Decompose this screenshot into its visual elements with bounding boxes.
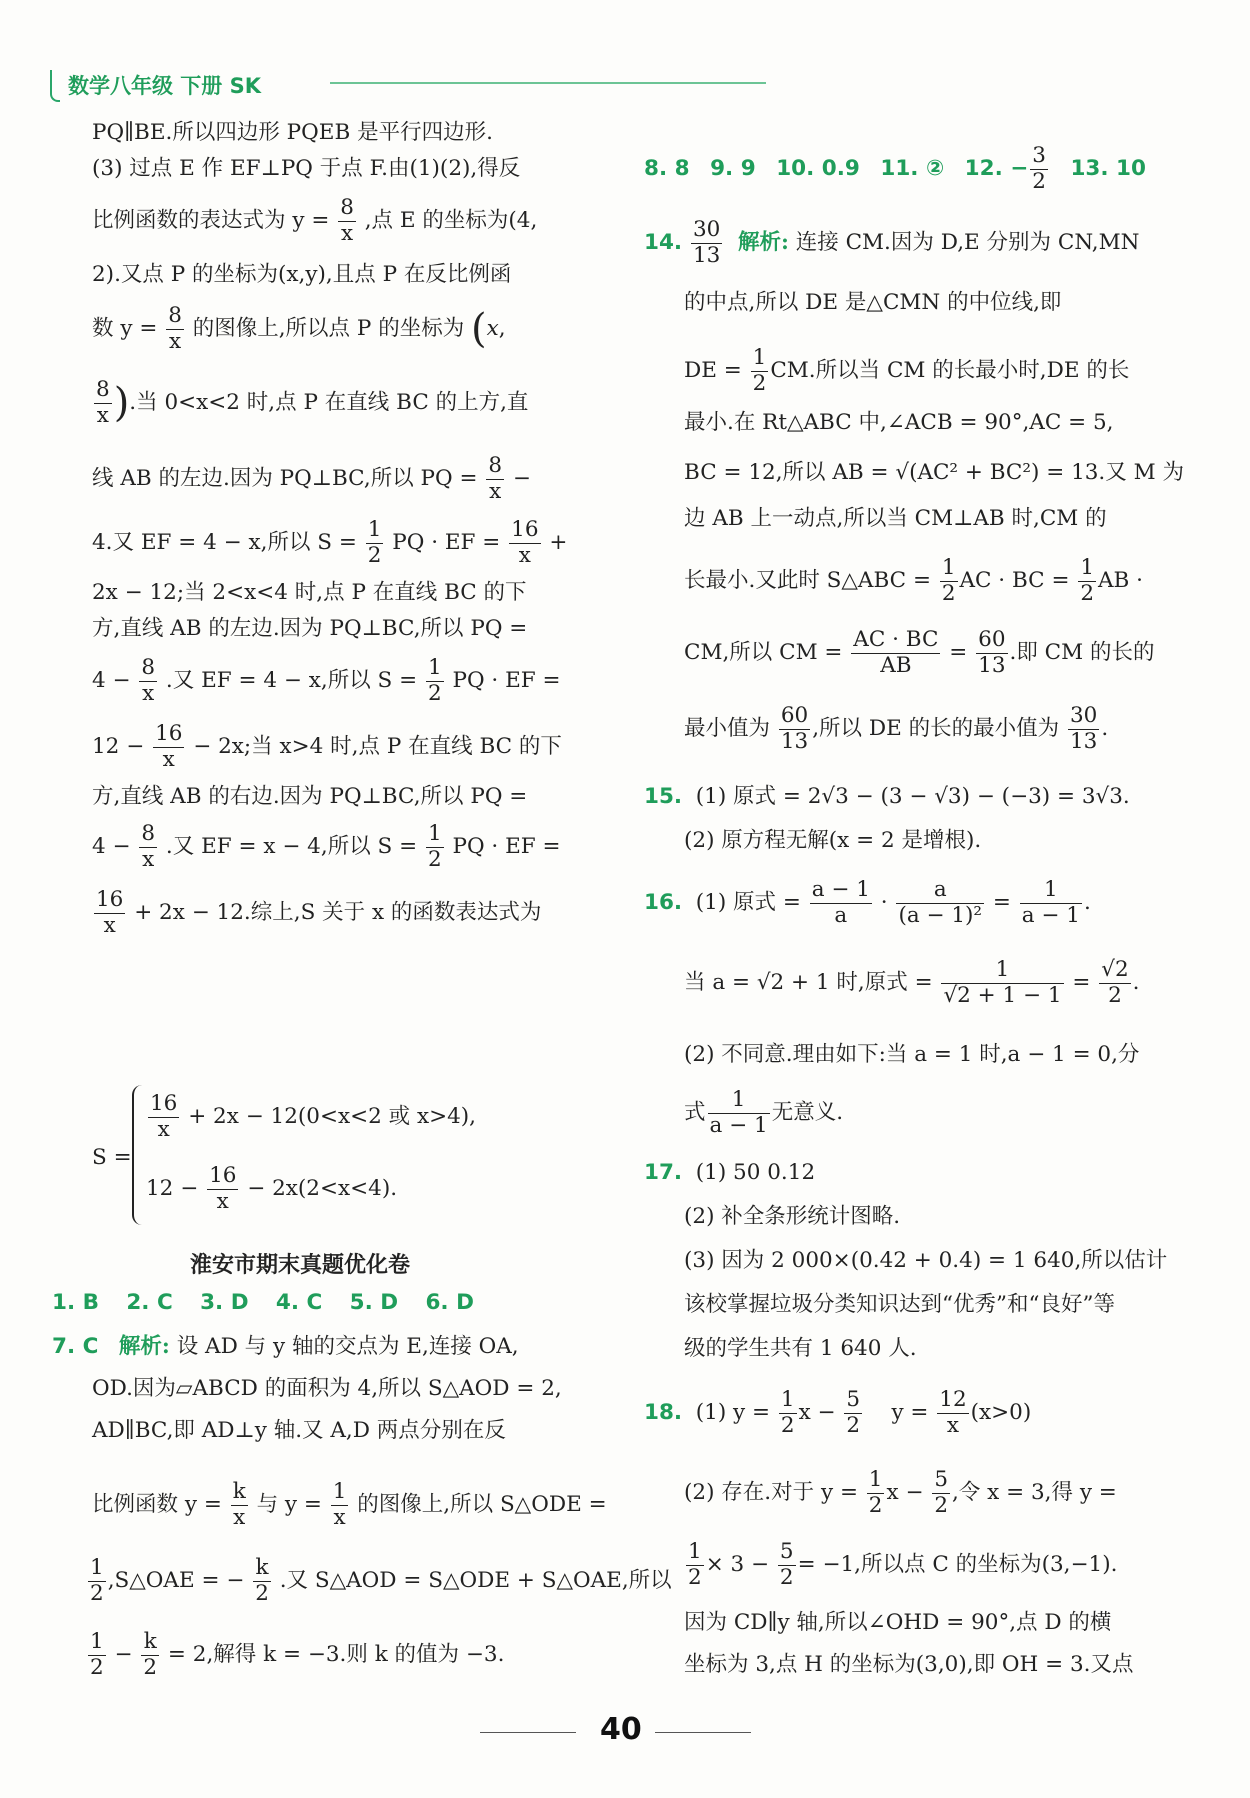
denominator: x [489, 478, 502, 504]
footer-rule [655, 1732, 751, 1733]
numerator: 8 [96, 377, 110, 402]
answer: 6. D [425, 1290, 474, 1315]
page-number: 40 [600, 1712, 642, 1747]
text-seg: .又 EF = 4 − x,所以 S = [165, 668, 418, 694]
text-seg: (1) y = [695, 1400, 771, 1426]
numerator: 1 [427, 821, 442, 846]
numerator: 1 [941, 555, 956, 580]
text-line [684, 704, 1108, 754]
numerator: 1 [780, 1387, 795, 1412]
text-seg: . [1132, 970, 1140, 996]
header-rule [330, 82, 766, 84]
numerator: 30 [692, 217, 721, 242]
fraction [691, 218, 722, 268]
numerator: 1 [90, 1555, 104, 1580]
question-number: 18. [644, 1400, 683, 1426]
numerator: 1 [332, 1479, 347, 1504]
denominator: x [233, 1504, 246, 1530]
fraction [148, 1092, 179, 1142]
text-seg: PQ · EF = [452, 668, 561, 694]
numerator: 1 [1020, 878, 1082, 904]
denominator: 2 [779, 1564, 794, 1590]
numerator: 1 [708, 1088, 770, 1114]
fraction [231, 1480, 248, 1530]
fraction [338, 196, 356, 246]
fraction [779, 704, 810, 754]
fraction [1078, 556, 1096, 606]
text-seg: .又 EF = x − 4,所以 S = [165, 834, 418, 860]
text-line: 2x − 12;当 2<x<4 时,点 P 在直线 BC 的下 [92, 580, 527, 605]
numerator: 1 [1080, 555, 1095, 580]
text-seg: + [549, 530, 568, 556]
text-seg: + 2x − 12(0<x<2 或 x>4), [188, 1104, 477, 1130]
text-seg: (1) 原式 = [695, 890, 801, 916]
question-number: 15. [644, 784, 683, 809]
text-line [644, 878, 1091, 928]
text-line [92, 196, 537, 246]
denominator: 2 [1032, 168, 1046, 194]
text-line: (2) 原方程无解(x = 2 是增根). [684, 828, 982, 853]
fraction [94, 378, 112, 428]
numerator: 16 [511, 517, 539, 542]
text-seg: 式 [684, 1100, 706, 1126]
text-seg: = 2,解得 k = −3.则 k 的值为 −3. [167, 1642, 505, 1668]
fraction [751, 346, 769, 396]
text-line [684, 628, 1154, 678]
text-line [684, 346, 1129, 396]
text-seg: .又 S△AOD = S△ODE + S△OAE,所以 [279, 1568, 672, 1594]
text-seg: 无意义. [771, 1100, 844, 1126]
text-seg: = [949, 640, 968, 666]
numerator: 1 [367, 517, 382, 542]
text-seg: PQ · EF = [452, 834, 561, 860]
fraction [139, 656, 157, 706]
denominator: x [216, 1188, 229, 1214]
answer: 4. C [275, 1290, 323, 1315]
text-seg: (1) 原式 = 2√3 − (3 − √3) − (−3) = 3√3. [695, 784, 1130, 809]
text-seg: = −1,所以点 C 的坐标为(3,−1). [797, 1552, 1118, 1578]
denominator: x [103, 912, 116, 938]
text-seg: 设 AD 与 y 轴的交点为 E,连接 OA, [176, 1334, 519, 1359]
text-seg: . [1101, 716, 1109, 742]
piecewise-s: S = [92, 1145, 132, 1170]
answer: 11. ② [880, 156, 945, 182]
denominator: 2 [255, 1580, 269, 1606]
question-number: 14. [644, 230, 683, 256]
denominator: 2 [1080, 580, 1095, 606]
numerator: √2 [1101, 957, 1129, 982]
fraction [331, 1480, 349, 1530]
denominator: a − 1 [1021, 902, 1080, 928]
answer: 8. 8 [644, 156, 690, 182]
text-seg: x − [886, 1480, 924, 1506]
denominator: x [96, 402, 109, 428]
question-number: 17. [644, 1160, 683, 1185]
fraction [253, 1556, 271, 1606]
text-seg: − [512, 466, 531, 492]
denominator: 2 [90, 1580, 104, 1606]
text-seg: 的图像上,所以点 P 的坐标为 [192, 316, 465, 342]
text-line [92, 822, 561, 872]
text-line: (2) 不同意.理由如下:当 a = 1 时,a − 1 = 0,分 [684, 1042, 1140, 1067]
fraction [844, 1388, 862, 1438]
text-seg: 比例函数 y = [92, 1492, 222, 1518]
denominator: a [834, 902, 848, 928]
answer: 1. B [52, 1290, 99, 1315]
text-seg: 12 − [146, 1176, 199, 1202]
numerator: 8 [141, 821, 156, 846]
text-line: 方,直线 AB 的左边.因为 PQ⊥BC,所以 PQ = [92, 616, 528, 641]
denominator: x [946, 1412, 960, 1438]
text-seg: 线 AB 的左边.因为 PQ⊥BC,所以 PQ = [92, 466, 478, 492]
text-seg: · [880, 890, 888, 916]
fraction [139, 822, 157, 872]
text-seg: (x>0) [970, 1400, 1032, 1426]
denominator: 2 [427, 846, 442, 872]
text-seg: 连接 CM.因为 D,E 分别为 CN,MN [795, 230, 1140, 256]
fraction [1020, 878, 1082, 928]
text-line [86, 1630, 504, 1680]
text-line [92, 518, 567, 568]
header-title: 数学八年级 下册 SK [68, 74, 262, 98]
numerator: AC · BC [853, 627, 939, 652]
text-seg: 12 − [92, 734, 145, 760]
fraction [486, 454, 504, 504]
text-seg: 当 a = √2 + 1 时,原式 = [684, 970, 933, 996]
numerator: a [896, 878, 984, 904]
text-line: 该校掌握垃圾分类知识达到“优秀”和“良好”等 [684, 1292, 1115, 1317]
denominator: 13 [978, 652, 1006, 678]
text-seg: 的图像上,所以 S△ODE = [357, 1492, 607, 1518]
text-line: PQ∥BE.所以四边形 PQEB 是平行四边形. [92, 120, 493, 145]
numerator: k [141, 1630, 159, 1656]
fraction [94, 888, 125, 938]
fraction [153, 722, 184, 772]
fraction [896, 878, 984, 928]
answer: 12. − [964, 156, 1029, 182]
text-line [644, 1388, 1031, 1438]
denominator: x [162, 746, 175, 772]
text-line [684, 1088, 843, 1138]
text-line: 最小.在 Rt△ABC 中,∠ACB = 90°,AC = 5, [684, 410, 1114, 435]
text-line: AD∥BC,即 AD⊥y 轴.又 A,D 两点分别在反 [92, 1418, 506, 1443]
denominator: 2 [367, 542, 382, 568]
denominator: 2 [1108, 982, 1122, 1008]
numerator: 8 [168, 303, 182, 328]
question-number: 7. C [52, 1334, 99, 1359]
answer: 2. C [126, 1290, 173, 1315]
close-paren: ) [113, 380, 130, 427]
denominator: 2 [143, 1654, 158, 1680]
text-seg: 数 y = [92, 316, 158, 342]
text-line: 2).又点 P 的坐标为(x,y),且点 P 在反比例函 [92, 262, 512, 287]
footer-rule [480, 1732, 576, 1733]
text-line: (3) 因为 2 000×(0.42 + 0.4) = 1 640,所以估计 [684, 1248, 1168, 1273]
text-line [92, 656, 561, 706]
text-seg: 4 − [92, 834, 131, 860]
analysis-label: 解析: [737, 230, 789, 256]
text-seg: − [114, 1642, 133, 1668]
text-line [684, 958, 1140, 1008]
text-line: 数 y = $\frac{8}{x}$ 的图像上,所以点 P 的坐标为 (x, [92, 303, 506, 354]
text-line [644, 1162, 815, 1184]
fraction [976, 628, 1007, 678]
text-seg: ,所以 DE 的长的最小值为 [812, 716, 1060, 742]
text-seg: 与 y = [256, 1492, 322, 1518]
text-seg: y = [891, 1400, 929, 1426]
numerator: 60 [978, 627, 1006, 652]
numerator: 60 [780, 703, 809, 728]
denominator: x [333, 1504, 346, 1530]
text-seg: AB · [1098, 568, 1144, 594]
denominator: x [168, 328, 182, 354]
text-line [684, 1468, 1117, 1518]
text-seg: − 2x(2<x<4). [247, 1176, 398, 1202]
text-seg: = [992, 890, 1011, 916]
text-seg: ,点 E 的坐标为(4, [364, 208, 538, 234]
denominator: 2 [846, 1412, 861, 1438]
numerator: 12 [939, 1387, 967, 1412]
numerator: k [232, 1479, 246, 1504]
text-line [684, 1540, 1117, 1590]
answer: 10. 0.9 [776, 156, 860, 182]
denominator: x [142, 846, 155, 872]
text-seg: DE = [684, 358, 742, 384]
fraction [88, 1556, 106, 1606]
open-paren: ( [471, 306, 487, 353]
numerator: 1 [941, 958, 1063, 984]
numerator: 5 [934, 1467, 948, 1492]
text-line: (2) 补全条形统计图略. [684, 1204, 901, 1229]
text-line: 级的学生共有 1 640 人. [684, 1336, 917, 1361]
text-seg: AC · BC = [959, 568, 1070, 594]
text-seg: CM,所以 CM = [684, 640, 843, 666]
fraction [937, 1388, 968, 1438]
text-line: (3) 过点 E 作 EF⊥PQ 于点 F.由(1)(2),得反 [92, 156, 521, 181]
fraction [426, 822, 444, 872]
answer: 13. 10 [1070, 156, 1146, 182]
text-line [86, 1556, 672, 1606]
denominator: 2 [688, 1564, 702, 1590]
page-footer [0, 1712, 1250, 1752]
numerator: 5 [846, 1387, 861, 1412]
text-seg: .当 0<x<2 时,点 P 在直线 BC 的上方,直 [129, 390, 529, 416]
denominator: 2 [934, 1492, 948, 1518]
text-seg: 4.又 EF = 4 − x,所以 S = [92, 530, 357, 556]
fraction [88, 1630, 106, 1680]
fraction [1068, 704, 1099, 754]
denominator: x [518, 542, 531, 568]
analysis-label: 解析: [118, 1334, 170, 1359]
numerator: 5 [779, 1539, 794, 1564]
denominator: 13 [780, 728, 809, 754]
piecewise-brace [132, 1085, 144, 1225]
numerator: 16 [209, 1163, 237, 1188]
text-seg: CM.所以当 CM 的长最小时,DE 的长 [770, 358, 1130, 384]
text-seg: ,令 x = 3,得 y = [952, 1480, 1117, 1506]
denominator: x [142, 680, 155, 706]
fraction [867, 1468, 885, 1518]
fraction [166, 304, 184, 354]
answer: 3. D [200, 1290, 249, 1315]
text-line [644, 218, 1139, 268]
numerator: 1 [427, 655, 442, 680]
numerator: 16 [150, 1091, 178, 1116]
numerator: 1 [90, 1629, 104, 1654]
denominator: 2 [752, 370, 767, 396]
text-line: 坐标为 3,点 H 的坐标为(3,0),即 OH = 3.又点 [684, 1652, 1134, 1677]
text-seg: .即 CM 的长的 [1009, 640, 1155, 666]
denominator: a − 1 [709, 1112, 768, 1138]
fraction [779, 1388, 797, 1438]
numerator: 3 [1032, 143, 1046, 168]
numerator: 1 [688, 1539, 702, 1564]
denominator: AB [880, 652, 912, 678]
numerator: 8 [340, 195, 354, 220]
text-seg: × 3 − [705, 1552, 770, 1578]
denominator: √2 + 1 − 1 [943, 982, 1062, 1008]
text-line: 的中点,所以 DE 是△CMN 的中位线,即 [684, 290, 1062, 315]
text-seg: PQ · EF = [392, 530, 501, 556]
denominator: 2 [427, 680, 442, 706]
fraction [778, 1540, 796, 1590]
text-line: OD.因为▱ABCD 的面积为 4,所以 S△AOD = 2, [92, 1376, 562, 1401]
piecewise-case-1 [146, 1092, 476, 1142]
fraction [1099, 958, 1130, 1008]
text-seg: x − [798, 1400, 836, 1426]
text-seg: ,S△OAE = − [107, 1568, 245, 1594]
header-bracket-icon [50, 70, 60, 102]
answer-row [644, 144, 1146, 194]
text-line [644, 786, 1130, 808]
fraction [941, 958, 1063, 1008]
fraction [810, 878, 872, 928]
fraction [940, 556, 958, 606]
denominator: 13 [1070, 728, 1098, 754]
text-seg: . [1083, 890, 1091, 916]
text-line [684, 556, 1143, 606]
answer: 5. D [349, 1290, 399, 1315]
denominator: (a − 1)² [898, 902, 983, 928]
text-seg: 最小值为 [684, 716, 771, 742]
fraction [1030, 144, 1048, 194]
text-seg: 比例函数的表达式为 y = [92, 208, 330, 234]
text-seg: 长最小.又此时 S△ABC = [684, 568, 931, 594]
numerator: 8 [141, 655, 156, 680]
text-seg: 4 − [92, 668, 131, 694]
denominator: 13 [692, 242, 721, 268]
fraction [141, 1630, 159, 1680]
numerator: 1 [868, 1467, 883, 1492]
denominator: x [340, 220, 354, 246]
fraction [207, 1164, 238, 1214]
fraction [509, 518, 540, 568]
text-seg: = [1072, 970, 1091, 996]
text-seg: − 2x;当 x>4 时,点 P 在直线 BC 的下 [193, 734, 562, 760]
numerator: a − 1 [811, 877, 870, 902]
text-seg: (1) 50 0.12 [695, 1160, 816, 1185]
denominator: 2 [90, 1654, 104, 1680]
text-seg: (2) 存在.对于 y = [684, 1480, 858, 1506]
fraction [426, 656, 444, 706]
numerator: 16 [96, 887, 124, 912]
text-line [92, 454, 531, 504]
numerator: 30 [1070, 703, 1098, 728]
answer-row [52, 1292, 474, 1314]
denominator: 2 [868, 1492, 883, 1518]
text-line: 因为 CD∥y 轴,所以∠OHD = 90°,点 D 的横 [684, 1610, 1112, 1635]
text-line: BC = 12,所以 AB = √(AC² + BC²) = 13.又 M 为 [684, 460, 1184, 485]
fraction [932, 1468, 950, 1518]
fraction [686, 1540, 704, 1590]
numerator: k [253, 1556, 271, 1582]
question-number: 16. [644, 890, 683, 916]
piecewise-case-2 [146, 1164, 397, 1214]
numerator: 1 [752, 345, 767, 370]
text-line [92, 378, 528, 428]
section-title: 淮安市期末真题优化卷 [190, 1253, 411, 1278]
numerator: 8 [488, 453, 502, 478]
denominator: x [157, 1116, 170, 1142]
text-seg: + 2x − 12.综上,S 关于 x 的函数表达式为 [134, 900, 542, 926]
text-line [92, 1480, 607, 1530]
text-line: 方,直线 AB 的右边.因为 PQ⊥BC,所以 PQ = [92, 784, 528, 809]
text-line: 边 AB 上一动点,所以当 CM⊥AB 时,CM 的 [684, 506, 1107, 531]
answer: 9. 9 [710, 156, 756, 182]
fraction [366, 518, 384, 568]
denominator: 2 [780, 1412, 795, 1438]
text-line [92, 722, 562, 772]
numerator: 16 [155, 721, 183, 746]
fraction [708, 1088, 770, 1138]
fraction [851, 628, 940, 678]
text-line [92, 888, 541, 938]
denominator: 2 [941, 580, 956, 606]
text-line [52, 1336, 519, 1358]
